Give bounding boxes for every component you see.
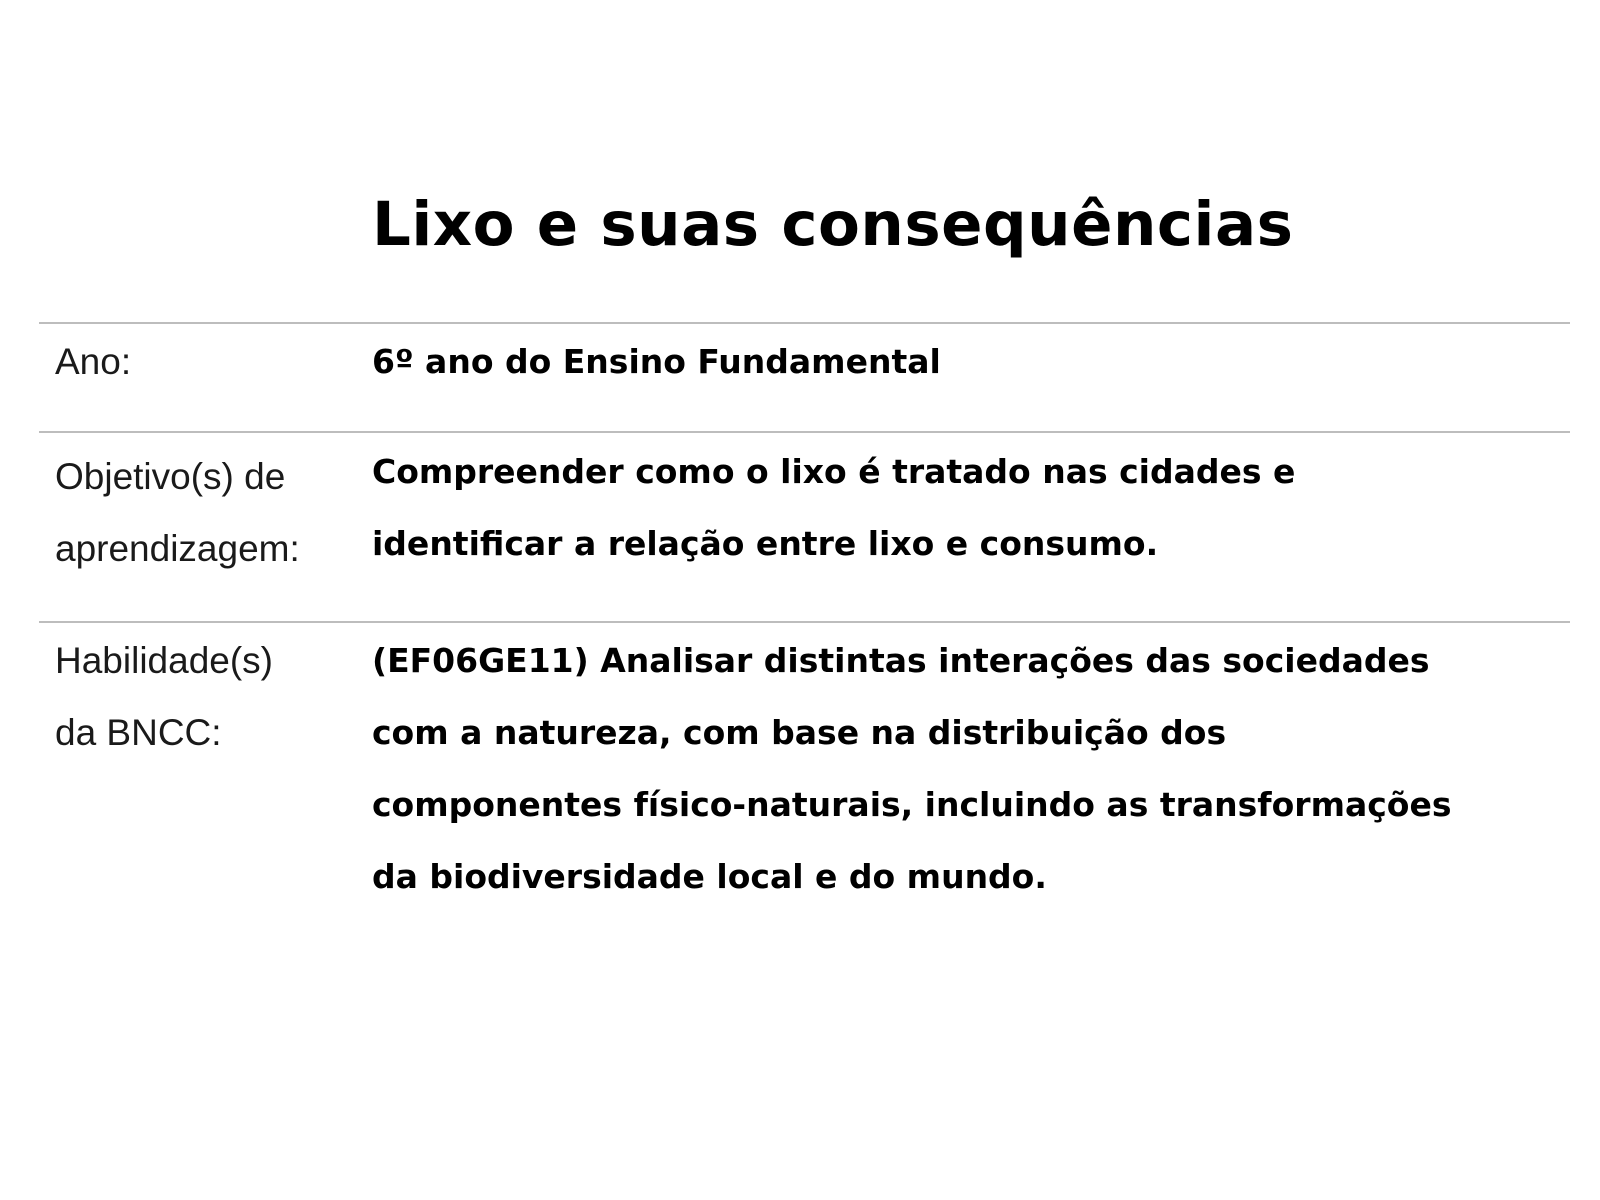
habilidades-label-line: da BNCC: <box>55 712 222 753</box>
habilidades-value-line: da biodiversidade local e do mundo. <box>372 857 1047 896</box>
ano-value <box>372 326 941 398</box>
ano-label <box>55 326 131 398</box>
row-divider <box>39 621 1570 623</box>
objetivos-value-line: Compreender como o lixo é tratado nas cidades e <box>372 452 1296 491</box>
habilidades-value-line: com a natureza, com base na distribuição dos <box>372 713 1227 752</box>
objetivos-value <box>372 436 1295 580</box>
habilidades-value-line: componentes físico-naturais, incluindo as transformações <box>372 785 1452 824</box>
habilidades-value <box>372 625 1452 913</box>
objetivos-label <box>55 441 300 585</box>
row-divider <box>39 431 1570 433</box>
habilidades-label-line: Habilidade(s) <box>55 640 273 681</box>
objetivos-value-line: identificar a relação entre lixo e consumo. <box>372 524 1159 563</box>
objetivos-label-line: aprendizagem: <box>55 528 300 569</box>
row-divider <box>39 322 1570 324</box>
habilidades-label <box>55 625 273 769</box>
ano-label-line: Ano: <box>55 341 132 382</box>
habilidades-value-line: (EF06GE11) Analisar distintas interações das sociedades <box>372 641 1430 680</box>
objetivos-label-line: Objetivo(s) de <box>55 456 286 497</box>
ano-value-line: 6º ano do Ensino Fundamental <box>372 342 941 381</box>
page-title: Lixo e suas consequências <box>372 189 1294 260</box>
